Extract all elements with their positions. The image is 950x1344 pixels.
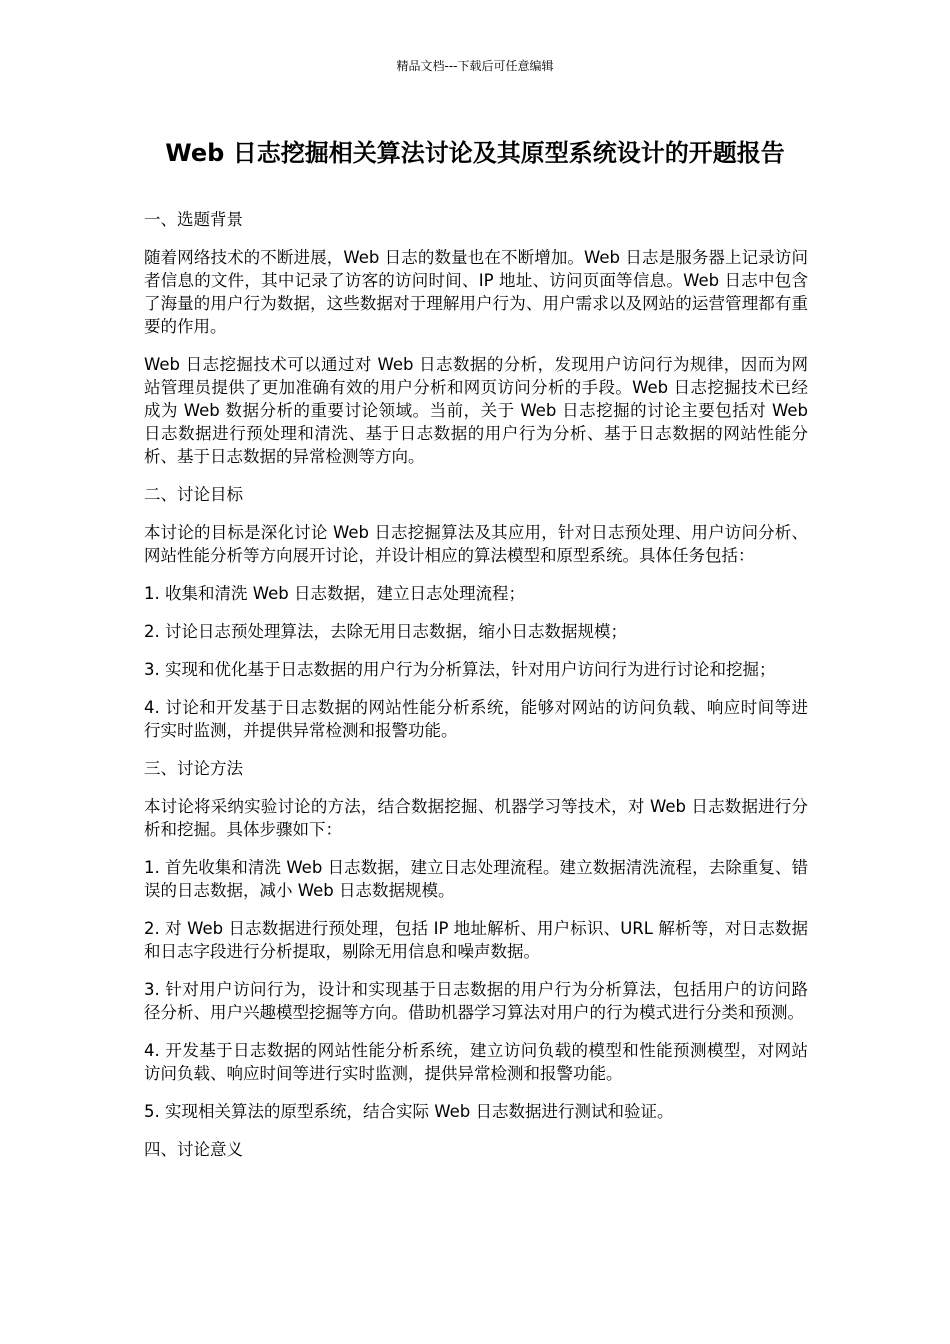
methods-list-item-2: 2. 对 Web 日志数据进行预处理，包括 IP 地址解析、用户标识、URL 解析等，对日志数据和日志字段进行分析提取，剔除无用信息和噪声数据。 — [144, 919, 808, 961]
section-heading-methods: 三、讨论方法 — [144, 759, 243, 778]
section-heading-significance: 四、讨论意义 — [144, 1140, 243, 1159]
goals-list-item-1: 1. 收集和清洗 Web 日志数据，建立日志处理流程； — [144, 584, 525, 603]
goals-list-item-4: 4. 讨论和开发基于日志数据的网站性能分析系统，能够对网站的访问负载、响应时间等进行实时监测，并提供异常检测和报警功能。 — [144, 698, 808, 740]
background-paragraph-1: 随着网络技术的不断进展，Web 日志的数量也在不断增加。Web 日志是服务器上记录访问者信息的文件，其中记录了访客的访问时间、IP 地址、访问页面等信息。Web 日志中包含了海量的用户行为数据，这些数据对于理解用户行为、用户需求以及网站的运营管理都有重要的作用。 — [144, 248, 808, 336]
section-heading-background: 一、选题背景 — [144, 210, 243, 229]
methods-list-item-3: 3. 针对用户访问行为，设计和实现基于日志数据的用户行为分析算法，包括用户的访问路径分析、用户兴趣模型挖掘等方向。借助机器学习算法对用户的行为模式进行分类和预测。 — [144, 980, 808, 1022]
methods-list-item-4: 4. 开发基于日志数据的网站性能分析系统，建立访问负载的模型和性能预测模型，对网站访问负载、响应时间等进行实时监测，提供异常检测和报警功能。 — [144, 1041, 808, 1083]
goals-intro: 本讨论的目标是深化讨论 Web 日志挖掘算法及其应用，针对日志预处理、用户访问分析、网站性能分析等方向展开讨论，并设计相应的算法模型和原型系统。具体任务包括： — [144, 523, 808, 565]
background-paragraph-2: Web 日志挖掘技术可以通过对 Web 日志数据的分析，发现用户访问行为规律，因而为网站管理员提供了更加准确有效的用户分析和网页访问分析的手段。Web 日志挖掘技术已经成为 Web 数据分析的重要讨论领域。当前，关于 Web 日志挖掘的讨论主要包括对 Web 日志数据进行预处理和清洗、基于日志数据的用户行为分析、基于日志数据的网站性能分析、基于日志数据的异常检测等方向。 — [144, 355, 808, 466]
methods-list-item-5: 5. 实现相关算法的原型系统，结合实际 Web 日志数据进行测试和验证。 — [144, 1102, 674, 1121]
methods-list-item-1: 1. 首先收集和清洗 Web 日志数据，建立日志处理流程。建立数据清洗流程，去除重复、错误的日志数据，减小 Web 日志数据规模。 — [144, 858, 808, 900]
goals-list-item-2: 2. 讨论日志预处理算法，去除无用日志数据，缩小日志数据规模； — [144, 622, 627, 641]
goals-list-item-3: 3. 实现和优化基于日志数据的用户行为分析算法，针对用户访问行为进行讨论和挖掘； — [144, 660, 776, 679]
document-title: Web 日志挖掘相关算法讨论及其原型系统设计的开题报告 — [165, 139, 785, 167]
section-heading-goals: 二、讨论目标 — [144, 485, 243, 504]
methods-intro: 本讨论将采纳实验讨论的方法，结合数据挖掘、机器学习等技术，对 Web 日志数据进行分析和挖掘。具体步骤如下： — [144, 797, 808, 839]
header-note: 精品文档---下载后可任意编辑 — [396, 59, 554, 73]
document-body — [144, 208, 808, 1176]
